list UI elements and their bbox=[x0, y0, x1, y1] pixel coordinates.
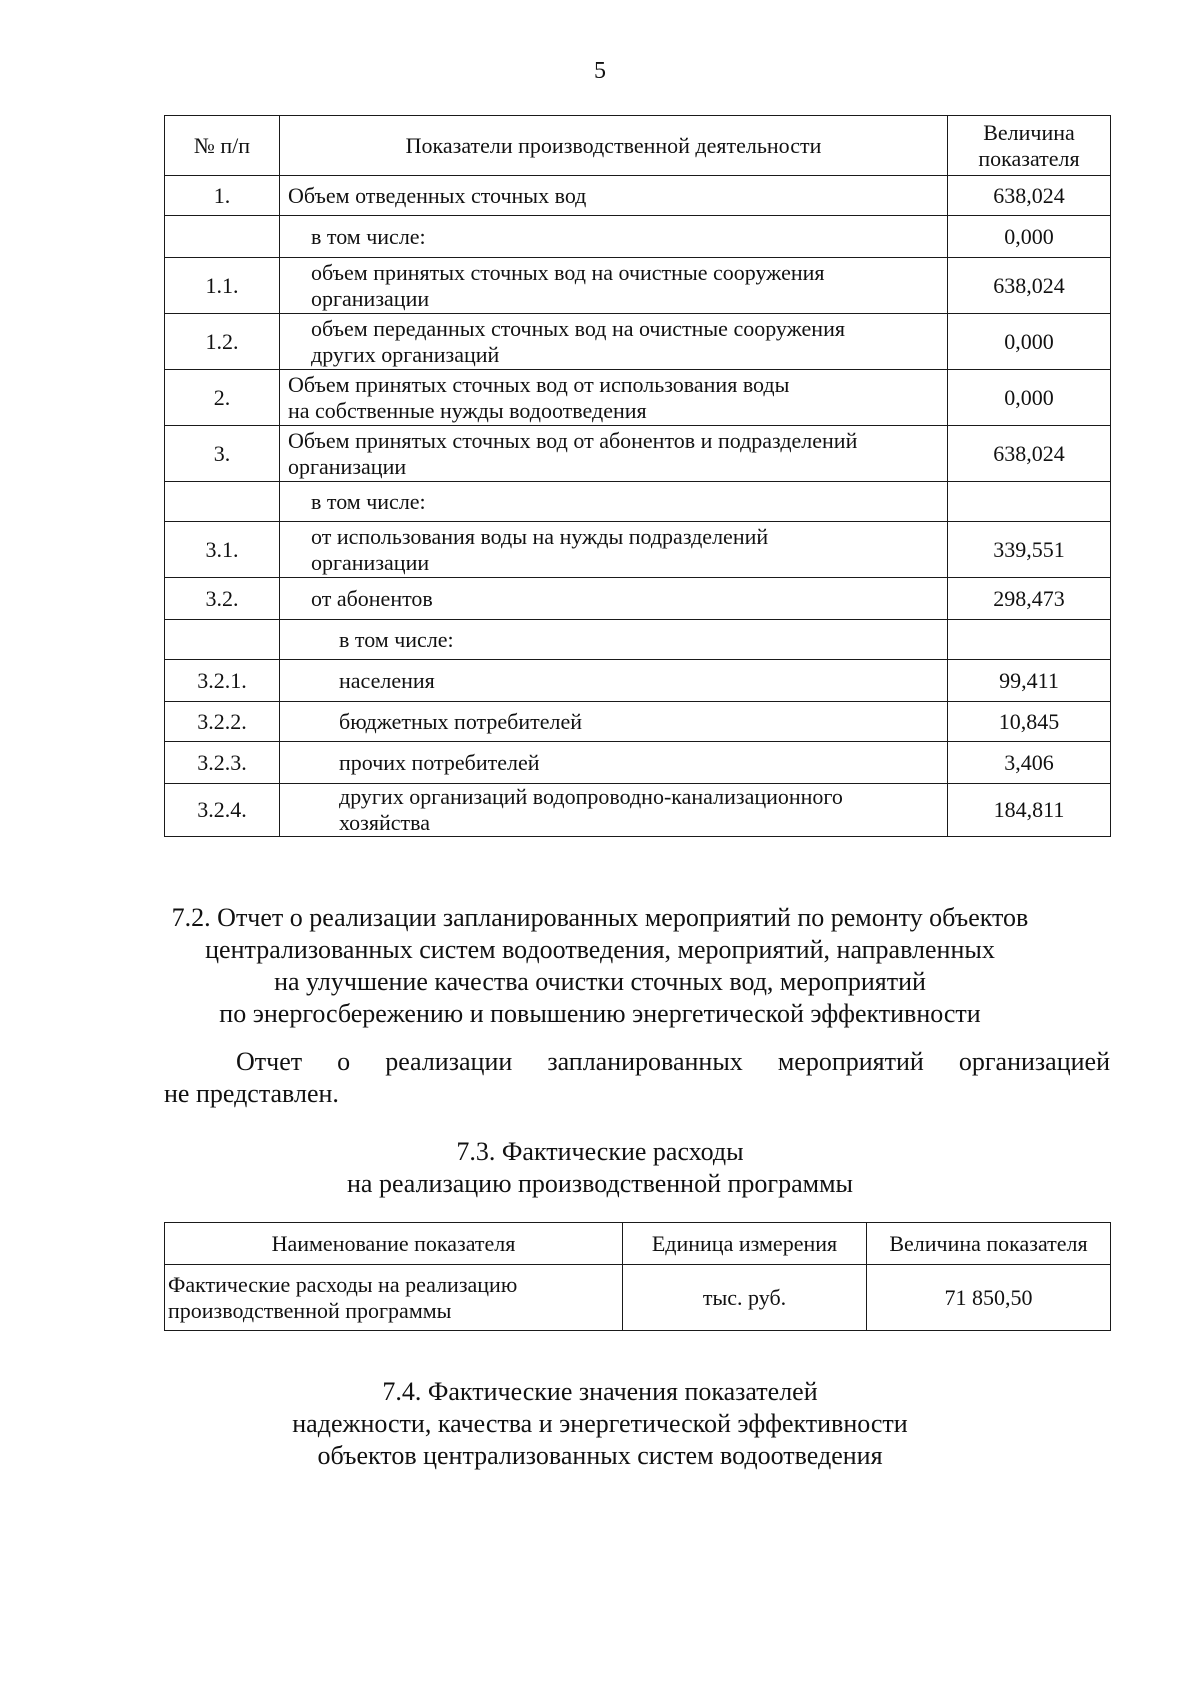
costs-header-row bbox=[165, 1223, 1111, 1265]
row-indicator-name-line: бюджетных потребителей bbox=[339, 708, 583, 734]
table-row bbox=[165, 176, 1111, 216]
costs-header-value: Величина показателя bbox=[867, 1223, 1111, 1265]
row-number: 3. bbox=[165, 426, 280, 482]
row-indicator-name-line: на собственные нужды водоотведения bbox=[288, 397, 647, 423]
page-number: 5 bbox=[594, 58, 606, 84]
header-num: № п/п bbox=[165, 116, 280, 176]
row-value: 638,024 bbox=[948, 258, 1111, 314]
costs-row-name bbox=[165, 1265, 623, 1331]
row-indicator-name-line: населения bbox=[339, 667, 435, 693]
row-number: 3.2.3. bbox=[165, 742, 280, 784]
row-value: 10,845 bbox=[948, 702, 1111, 742]
row-indicator-name-line: прочих потребителей bbox=[339, 749, 540, 775]
row-value bbox=[948, 620, 1111, 660]
costs-row-name-line: производственной программы bbox=[168, 1297, 452, 1323]
row-indicator-name bbox=[280, 660, 948, 702]
costs-data-row bbox=[165, 1265, 1111, 1331]
row-value: 0,000 bbox=[948, 216, 1111, 258]
row-indicator-name-line: организации bbox=[288, 453, 407, 479]
row-indicator-name-line: от использования воды на нужды подразделений bbox=[311, 523, 769, 549]
row-indicator-name-line: других организаций водопроводно-канализационного bbox=[339, 784, 843, 809]
table-row bbox=[165, 314, 1111, 370]
row-value: 184,811 bbox=[948, 784, 1111, 837]
row-indicator-name-line: в том числе: bbox=[311, 488, 426, 514]
paragraph-line: Отчет о реализации запланированных мероприятий организацией bbox=[236, 1047, 1110, 1076]
row-indicator-name-line: объем переданных сточных вод на очистные сооружения bbox=[311, 315, 845, 341]
row-indicator-name bbox=[280, 620, 948, 660]
row-indicator-name bbox=[280, 522, 948, 578]
row-indicator-name-line: в том числе: bbox=[339, 626, 454, 652]
table-row bbox=[165, 258, 1111, 314]
row-indicator-name-line: организации bbox=[311, 549, 430, 575]
section-7-2-title-line: централизованных систем водоотведения, мероприятий, направленных bbox=[205, 935, 995, 964]
table-row bbox=[165, 620, 1111, 660]
header-value bbox=[948, 116, 1111, 176]
row-number: 3.2. bbox=[165, 578, 280, 620]
row-number: 3.1. bbox=[165, 522, 280, 578]
row-number: 1.2. bbox=[165, 314, 280, 370]
table-row bbox=[165, 578, 1111, 620]
row-number: 1. bbox=[165, 176, 280, 216]
section-7-2-title-line: на улучшение качества очистки сточных вод, мероприятий bbox=[274, 967, 926, 996]
row-number bbox=[165, 620, 280, 660]
row-number: 1.1. bbox=[165, 258, 280, 314]
table-row bbox=[165, 370, 1111, 426]
production-indicators-table bbox=[164, 115, 1111, 837]
section-7-4-title-line: надежности, качества и энергетической эффективности bbox=[292, 1409, 908, 1438]
row-indicator-name-line: объем принятых сточных вод на очистные сооружения bbox=[311, 259, 825, 285]
row-indicator-name-line: Объем принятых сточных вод от абонентов и подразделений bbox=[288, 427, 858, 453]
row-indicator-name-line: в том числе: bbox=[311, 223, 426, 249]
header-value-line2: показателя bbox=[978, 145, 1080, 171]
table-row bbox=[165, 522, 1111, 578]
table-row bbox=[165, 784, 1111, 837]
costs-row-name-line: Фактические расходы на реализацию bbox=[168, 1271, 518, 1297]
section-7-4-title-line: объектов централизованных систем водоотведения bbox=[317, 1441, 883, 1470]
row-indicator-name-line: организации bbox=[311, 285, 430, 311]
row-value: 339,551 bbox=[948, 522, 1111, 578]
row-indicator-name bbox=[280, 258, 948, 314]
table-row bbox=[165, 660, 1111, 702]
costs-row-unit: тыс. руб. bbox=[623, 1265, 867, 1331]
section-7-2-paragraph bbox=[164, 1046, 1110, 1110]
table-row bbox=[165, 426, 1111, 482]
row-number: 3.2.2. bbox=[165, 702, 280, 742]
row-indicator-name bbox=[280, 702, 948, 742]
row-indicator-name bbox=[280, 176, 948, 216]
section-7-2-title bbox=[0, 902, 1200, 1030]
row-indicator-name bbox=[280, 482, 948, 522]
row-number bbox=[165, 482, 280, 522]
row-indicator-name bbox=[280, 370, 948, 426]
row-value: 298,473 bbox=[948, 578, 1111, 620]
row-indicator-name-line: хозяйства bbox=[339, 810, 430, 835]
paragraph-line: не представлен. bbox=[164, 1079, 339, 1108]
row-number: 3.2.1. bbox=[165, 660, 280, 702]
section-7-2-title-line: по энергосбережению и повышению энергетической эффективности bbox=[219, 999, 981, 1028]
row-value: 3,406 bbox=[948, 742, 1111, 784]
row-value: 638,024 bbox=[948, 176, 1111, 216]
section-7-4-title bbox=[0, 1376, 1200, 1472]
header-name: Показатели производственной деятельности bbox=[280, 116, 948, 176]
row-indicator-name bbox=[280, 314, 948, 370]
table-header-row bbox=[165, 116, 1111, 176]
production-table-body bbox=[165, 176, 1111, 837]
row-value: 638,024 bbox=[948, 426, 1111, 482]
row-indicator-name-line: от абонентов bbox=[311, 585, 433, 611]
row-value: 0,000 bbox=[948, 370, 1111, 426]
table-row bbox=[165, 742, 1111, 784]
costs-header-name: Наименование показателя bbox=[165, 1223, 623, 1265]
row-indicator-name-line: Объем принятых сточных вод от использования воды bbox=[288, 371, 790, 397]
row-value bbox=[948, 482, 1111, 522]
row-number: 3.2.4. bbox=[165, 784, 280, 837]
section-7-4-title-line: 7.4. Фактические значения показателей bbox=[382, 1377, 818, 1406]
row-value: 0,000 bbox=[948, 314, 1111, 370]
row-indicator-name bbox=[280, 784, 948, 837]
section-7-3-title-line: на реализацию производственной программы bbox=[346, 1169, 853, 1198]
row-indicator-name bbox=[280, 426, 948, 482]
row-value: 99,411 bbox=[948, 660, 1111, 702]
row-number bbox=[165, 216, 280, 258]
section-7-3-title bbox=[0, 1136, 1200, 1200]
table-row bbox=[165, 482, 1111, 522]
row-number: 2. bbox=[165, 370, 280, 426]
actual-costs-table bbox=[164, 1222, 1111, 1331]
row-indicator-name-line: Объем отведенных сточных вод bbox=[288, 182, 587, 208]
section-7-2-title-line: 7.2. Отчет о реализации запланированных мероприятий по ремонту объектов bbox=[171, 903, 1029, 932]
costs-row-value: 71 850,50 bbox=[867, 1265, 1111, 1331]
header-value-line1: Величина bbox=[983, 119, 1075, 145]
table-row bbox=[165, 702, 1111, 742]
table-row bbox=[165, 216, 1111, 258]
row-indicator-name bbox=[280, 216, 948, 258]
row-indicator-name bbox=[280, 578, 948, 620]
costs-header-unit: Единица измерения bbox=[623, 1223, 867, 1265]
row-indicator-name bbox=[280, 742, 948, 784]
row-indicator-name-line: других организаций bbox=[311, 341, 500, 367]
section-7-3-title-line: 7.3. Фактические расходы bbox=[456, 1137, 744, 1166]
